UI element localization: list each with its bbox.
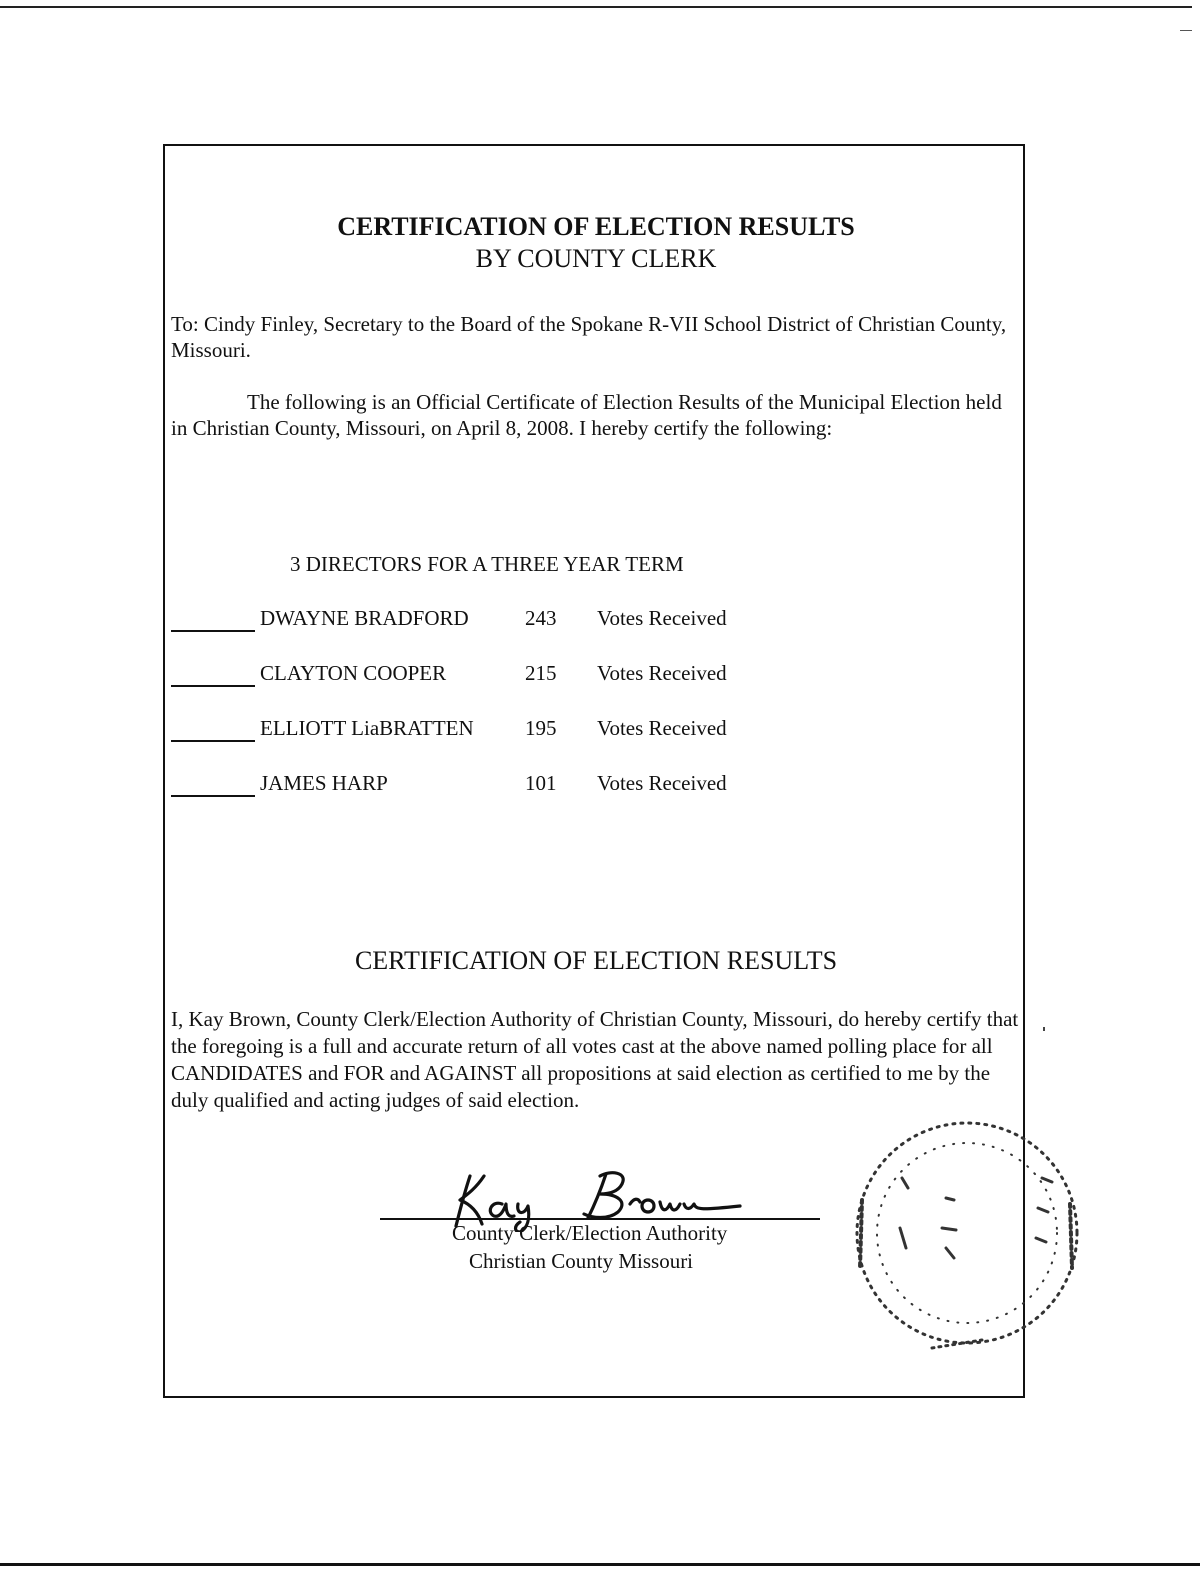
race-title: 3 DIRECTORS FOR A THREE YEAR TERM	[290, 552, 684, 576]
candidate-votes: 215	[525, 661, 557, 685]
signature-line	[380, 1218, 820, 1220]
signature-county: Christian County Missouri	[469, 1249, 694, 1273]
candidate-votes: 243	[525, 606, 557, 630]
candidate-name: CLAYTON COOPER	[260, 661, 447, 685]
county-seal-stamp	[842, 1108, 1092, 1358]
signature-title: County Clerk/Election Authority	[452, 1221, 728, 1245]
document-subtitle: BY COUNTY CLERK	[475, 244, 717, 273]
votes-label: Votes Received	[597, 716, 727, 740]
certification-section-title: CERTIFICATION OF ELECTION RESULTS	[354, 946, 838, 975]
intro-paragraph: The following is an Official Certificate of Election Results of the Municipal Election held in Christian County, Missouri, on April 8, 2008. I hereby certify the following:	[171, 390, 1002, 440]
scan-mark	[1180, 30, 1192, 31]
check-blank	[171, 630, 255, 632]
votes-label: Votes Received	[597, 771, 727, 795]
document-title: CERTIFICATION OF ELECTION RESULTS	[337, 212, 855, 241]
addressee-paragraph: To: Cindy Finley, Secretary to the Board of the Spokane R-VII School District of Christian County, Missouri.	[171, 312, 1007, 362]
check-blank	[171, 740, 255, 742]
candidate-votes: 101	[525, 771, 557, 795]
votes-label: Votes Received	[597, 606, 727, 630]
check-blank	[171, 795, 255, 797]
candidate-votes: 195	[525, 716, 557, 740]
scan-speck	[1043, 1027, 1045, 1031]
certification-paragraph: I, Kay Brown, County Clerk/Election Authority of Christian County, Missouri, do hereby certify that the foregoing is a full and accurate return of all votes cast at the above named polling place for all CANDIDATES and FOR and AGAINST all propositions at said election as certified to me by the duly qualified and acting judges of said election.	[171, 1007, 1019, 1112]
candidate-name: ELLIOTT LiaBRATTEN	[260, 716, 474, 740]
votes-label: Votes Received	[597, 661, 727, 685]
candidate-name: DWAYNE BRADFORD	[260, 606, 469, 630]
candidate-name: JAMES HARP	[260, 771, 388, 795]
check-blank	[171, 685, 255, 687]
scan-edge-bottom	[0, 1563, 1200, 1566]
scan-edge-top	[0, 6, 1192, 8]
